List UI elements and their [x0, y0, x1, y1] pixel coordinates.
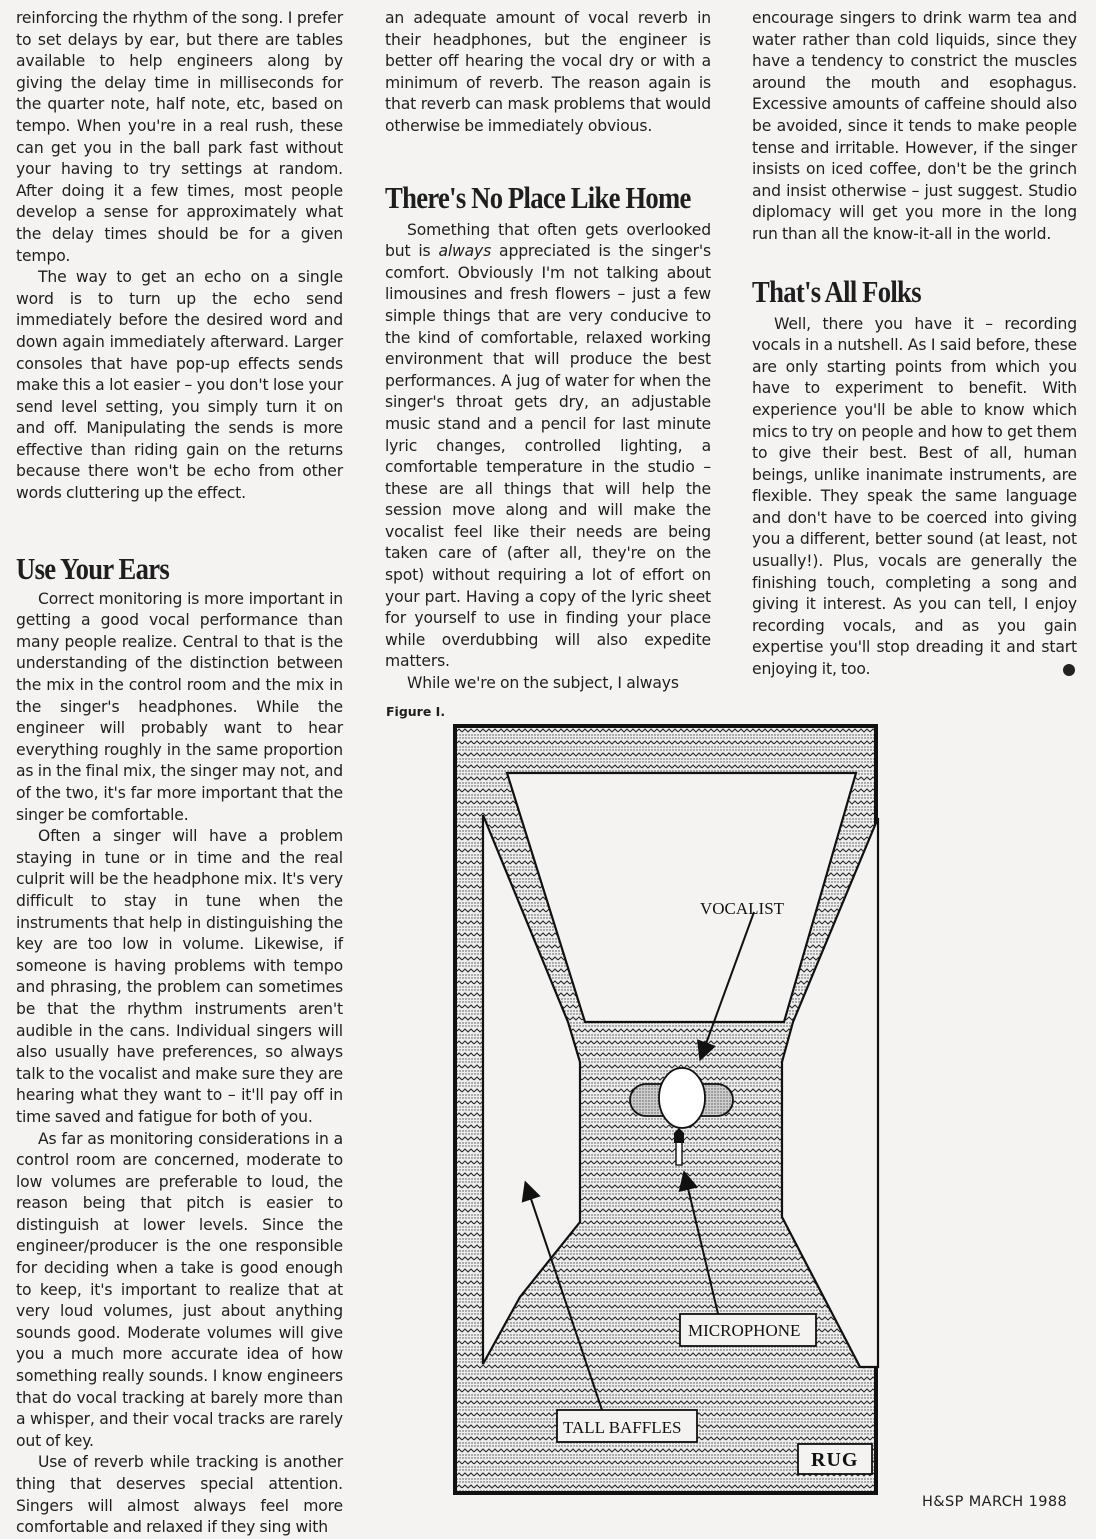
body-paragraph: Often a singer will have a problem staying in tune or in time and the real culprit will be the headphone mix. It's very difficult to stay in tune when the instruments that help in distinguishing the key are too low in volume. Likewise, if someone is having problems with tempo and phrasing, the problem can sometimes be that the rhythm instruments aren't audible in the cans. Individual singers will also usually have preferences, so always talk to the vocalist and make sure they are hearing what they want to – it'll pay off in time saved and fatigue for both of you.	[16, 827, 343, 1126]
text-run: appreciated is the singer's comfort. Obviously I'm not talking about limousines and fresh flowers – just a few simple things that are very conducive to the kind of comfortable, relaxed working environment that will produce the best performances. A jug of water for when the singer's throat gets dry, an adjustable music stand and a pencil for last minute lyric changes, controlled lighting, a comfortable temperature in the studio – these are all things that will help the session move along and will make the vocalist feel like their needs are being taken care of (after all, they're on the spot) without requiring a lot of effort on your part. Having a copy of the lyric sheet for yourself to use in finding your place while overdubbing will also expedite matters.	[385, 242, 711, 671]
body-paragraph: Use of reverb while tracking is another thing that deserves special attention. Singers will almost always feel more comfortable and relaxed if they sing with	[16, 1453, 343, 1537]
section-heading-no-place-like-home: There's No Place Like Home	[385, 179, 691, 215]
article-column-1	[16, 8, 343, 1539]
vocalist-head	[659, 1068, 705, 1128]
body-paragraph: Correct monitoring is more important in getting a good vocal performance than many people realize. Central to that is the understanding of the distinction between the mix in the control room and the mix in the singer's headphones. While the engineer will probably want to hear everything roughly in the same proportion as in the final mix, the singer may not, and of the two, it's far more important that the singer be comfortable.	[16, 589, 343, 824]
section-heading-use-your-ears: Use Your Ears	[16, 550, 170, 586]
tall-baffles-label: TALL BAFFLES	[563, 1418, 682, 1437]
body-paragraph: The way to get an echo on a single word is to turn up the echo send immediately before the desired word and down again immediately afterward. Larger consoles that have pop-up effects sends make this a lot easier – you don't lose your send level setting, you simply turn it on and off. Manipulating the sends is more effective than riding gain on the returns because there won't be echo from other words cluttering up the effect.	[16, 268, 343, 503]
vocalist-label: VOCALIST	[700, 899, 785, 918]
section-heading-thats-all-folks: That's All Folks	[752, 273, 921, 309]
end-of-article-dot-icon	[1063, 664, 1075, 676]
emphasis-text: always	[438, 242, 492, 261]
body-paragraph: While we're on the subject, I always	[407, 674, 679, 693]
microphone-label: MICROPHONE	[688, 1321, 801, 1340]
publication-footer: H&SP MARCH 1988	[922, 1494, 1068, 1510]
body-paragraph: reinforcing the rhythm of the song. I prefer to set delays by ear, but there are tables available to help engineers along by giving the delay time in milliseconds for the quarter note, half note, etc, based on tempo. When you're in a real rush, these can get you in the ball park fast without your having to try settings at random. After doing it a few times, most people develop a sense for approximately what the delay times should be for a given tempo.	[16, 9, 343, 265]
body-paragraph: As far as monitoring considerations in a control room are concerned, moderate to low volumes are preferable to loud, the reason being that pitch is easier to distinguish at lower levels. Since the engineer/producer is the one responsible for deciding when a take is good enough to keep, it's important to realize that at very loud volumes, just about anything sounds good. Moderate volumes will give you a much more accurate idea of how something really sounds. I know engineers that do vocal tracking at barely more than a whisper, and their vocal tracks are rarely out of key.	[16, 1129, 343, 1450]
article-column-2	[385, 8, 711, 695]
article-column-3	[752, 8, 1077, 681]
body-paragraph: encourage singers to drink warm tea and water rather than cold liquids, since they have a tendency to constrict the muscles around the mouth and esophagus. Excessive amounts of caffeine should also be avoided, since it tends to make people tense and irritable. However, if the singer insists on iced coffee, don't be the grinch and insist otherwise – just suggest. Studio diplomacy will get you more in the long run than all the know-it-all in the world.	[752, 9, 1077, 243]
figure-caption: Figure I.	[386, 704, 446, 719]
body-paragraph	[385, 220, 711, 673]
rug-label: RUG	[811, 1449, 859, 1471]
vocal-booth-diagram	[450, 722, 882, 1500]
text-run: Something that often gets overlooked but is	[385, 220, 711, 261]
text-run: Well, there you have it – recording vocals in a nutshell. As I said before, these are only starting points from which you have to experiment to benefit. With experience you'll be able to know which mics to try on people and how to get them to give their best. Best of all, human beings, unlike inanimate instruments, are flexible. They speak the same language and don't have to be coerced into giving you a different, better sound (at least, not usually!). Plus, vocals are generally the finishing touch, completing a song and giving it interest. As you can tell, I enjoy recording vocals, and as you gain expertise you'll stop dreading it and start enjoying it, too.	[752, 314, 1077, 679]
body-paragraph	[752, 314, 1077, 681]
body-paragraph: an adequate amount of vocal reverb in their headphones, but the engineer is better off hearing the vocal dry or with a minimum of reverb. The reason again is that reverb can mask problems that would otherwise be immediately obvious.	[385, 9, 711, 135]
